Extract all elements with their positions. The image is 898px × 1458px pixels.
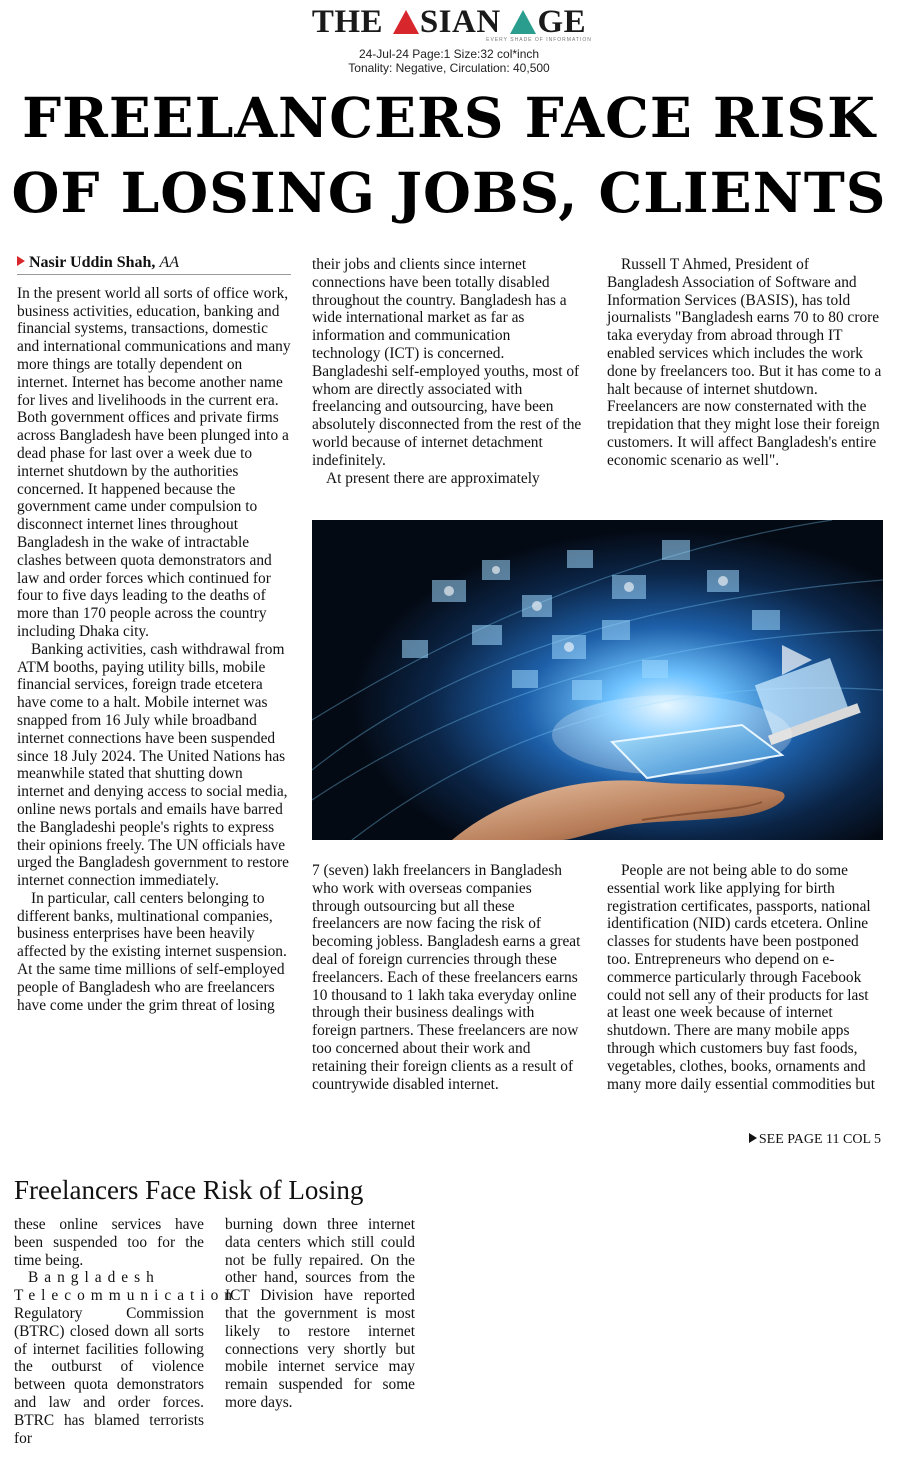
byline [17, 254, 291, 275]
paragraph: People are not being able to do some essential work like applying for birth registration certificates, passports, national identification (NID) cards etcetera. Online classes for students have been postponed too. Entrepreneurs who depend on e-commerce particularly through Facebook could not sell any of their products for last at least one week because of internet shutdown. There are many mobile apps through which customers buy fast foods, vegetables, clothes, books, ornaments and many more daily essential commodities but [607, 862, 875, 1093]
newspaper-logo [0, 4, 898, 40]
article-column-2-bottom [312, 862, 582, 1093]
logo-tagline: EVERY SHADE OF INFORMATION [486, 37, 592, 43]
paragraph: Regulatory Commission (BTRC) closed down all sorts of internet facilities following the outburst of violence between quota demonstrators and law and order forces. BTRC has blamed terrorists for [14, 1304, 204, 1447]
article-column-2-top [312, 256, 582, 487]
logo-a-triangle-icon-2 [510, 10, 536, 34]
article-column-3-top [607, 256, 883, 470]
logo-text-ge: GE [537, 4, 587, 40]
paragraph: Banking activities, cash withdrawal from ATM booths, paying utility bills, mobile financial services, foreign trade etcetera have come to a halt. Mobile internet was snapped from 16 July while broadband internet connections have been suspended since 18 July 2024. The United Nations has meanwhile stated that shutting down internet and denying access to social media, online news portals and emails have barred the Bangladeshi people's rights to express their opinions freely. The UN officials have urged the Bangladesh government to restore internet connection immediately. [17, 640, 289, 890]
byline-author: Nasir Uddin Shah, [29, 254, 156, 271]
headline-line-1: FREELANCERS FACE RISK [22, 85, 876, 150]
clipping-meta-tonality: Tonality: Negative, Circulation: 40,500 [348, 61, 550, 75]
paragraph: At present there are approximately [326, 469, 540, 487]
paragraph: burning down three internet data centers which still could not be fully repaired. On the other hand, sources from the ICT Division have reported that the government is most likely to restore internet connections very shortly but mobile internet service may remain suspended for some more days. [225, 1216, 415, 1411]
logo-text-the: THE [311, 4, 384, 40]
byline-arrow-icon [17, 256, 25, 266]
article-column-1 [17, 254, 291, 1014]
paragraph: these online services have been suspended too for the time being. [14, 1216, 204, 1269]
article-photo-hand-tablet-network [312, 520, 883, 840]
paragraph: In the present world all sorts of office work, business activities, education, banking and financial systems, transactions, domestic and international communications and many more things are totally dependent on internet. Internet has become another name for lives and livelihoods in the current era. Both government offices and private firms across Bangladesh have been plunged into a dead phase for last over a week due to internet shutdown by the authorities concerned. It happened because the government came under compulsion to disconnect internet lines throughout Bangladesh in the wake of intractable clashes between quota demonstrators and law and order forces which continued for four to five days leading to the deaths of more than 170 people across the country including Dhaka city. [17, 284, 291, 640]
continuation-column-1 [14, 1216, 239, 1447]
article-column-3-bottom [607, 862, 883, 1093]
logo-a-triangle-icon [393, 10, 419, 34]
paragraph-spaced: Bangladesh Telecommunication [14, 1269, 239, 1305]
see-page-text: SEE PAGE 11 COL 5 [758, 1132, 881, 1147]
clipping-meta-date: 24-Jul-24 Page:1 Size:32 col*inch [358, 47, 540, 61]
paragraph: their jobs and clients since internet connections have been totally disabled throughout the country. Bangladesh has a wide international market as far as information and communication technology (ICT) is concerned. Bangladeshi self-employed youths, most of whom are directly associated with freelancing and outsourcing, have been absolutely disconnected from the rest of the world because of internet detachment indefinitely. [312, 256, 582, 469]
byline-agency: AA [159, 254, 179, 271]
see-page-jump [749, 1132, 881, 1148]
headline-line-2: OF LOSING JOBS, CLIENTS [11, 160, 887, 225]
continuation-column-2 [225, 1216, 415, 1412]
paragraph: In particular, call centers belonging to different banks, multinational companies, business enterprises have been heavily affected by the existing internet suspension. At the same time millions of self-employed people of Bangladesh who are freelancers have come under the grim threat of losing [17, 889, 287, 1014]
logo-text-sian: SIAN [419, 4, 501, 40]
jump-arrow-icon [749, 1133, 757, 1143]
paragraph: 7 (seven) lakh freelancers in Bangladesh who work with overseas companies through outsourcing but all these freelancers are now facing the risk of becoming jobless. Bangladesh earns a great deal of foreign currencies through these freelancers. Each of these freelancers earns 10 thousand to 1 lakh taka everyday online through their business dealings with foreign partners. These freelancers are now too concerned about their work and retaining their foreign clients as a result of countrywide disabled internet. [312, 862, 581, 1093]
paragraph: Russell T Ahmed, President of Bangladesh Association of Software and Information Services (BASIS), has told journalists "Bangladesh earns 70 to 80 crore taka everyday from abroad through IT enabled services which includes the work done by freelancers too. But it has come to a halt because of internet shutdown. Freelancers are now consternated with the trepidation that they might lose their foreign customers. It will affect Bangladesh's entire economic scenario as well". [607, 256, 882, 469]
masthead [0, 4, 898, 75]
continuation-title: Freelancers Face Risk of Losing [14, 1175, 364, 1205]
